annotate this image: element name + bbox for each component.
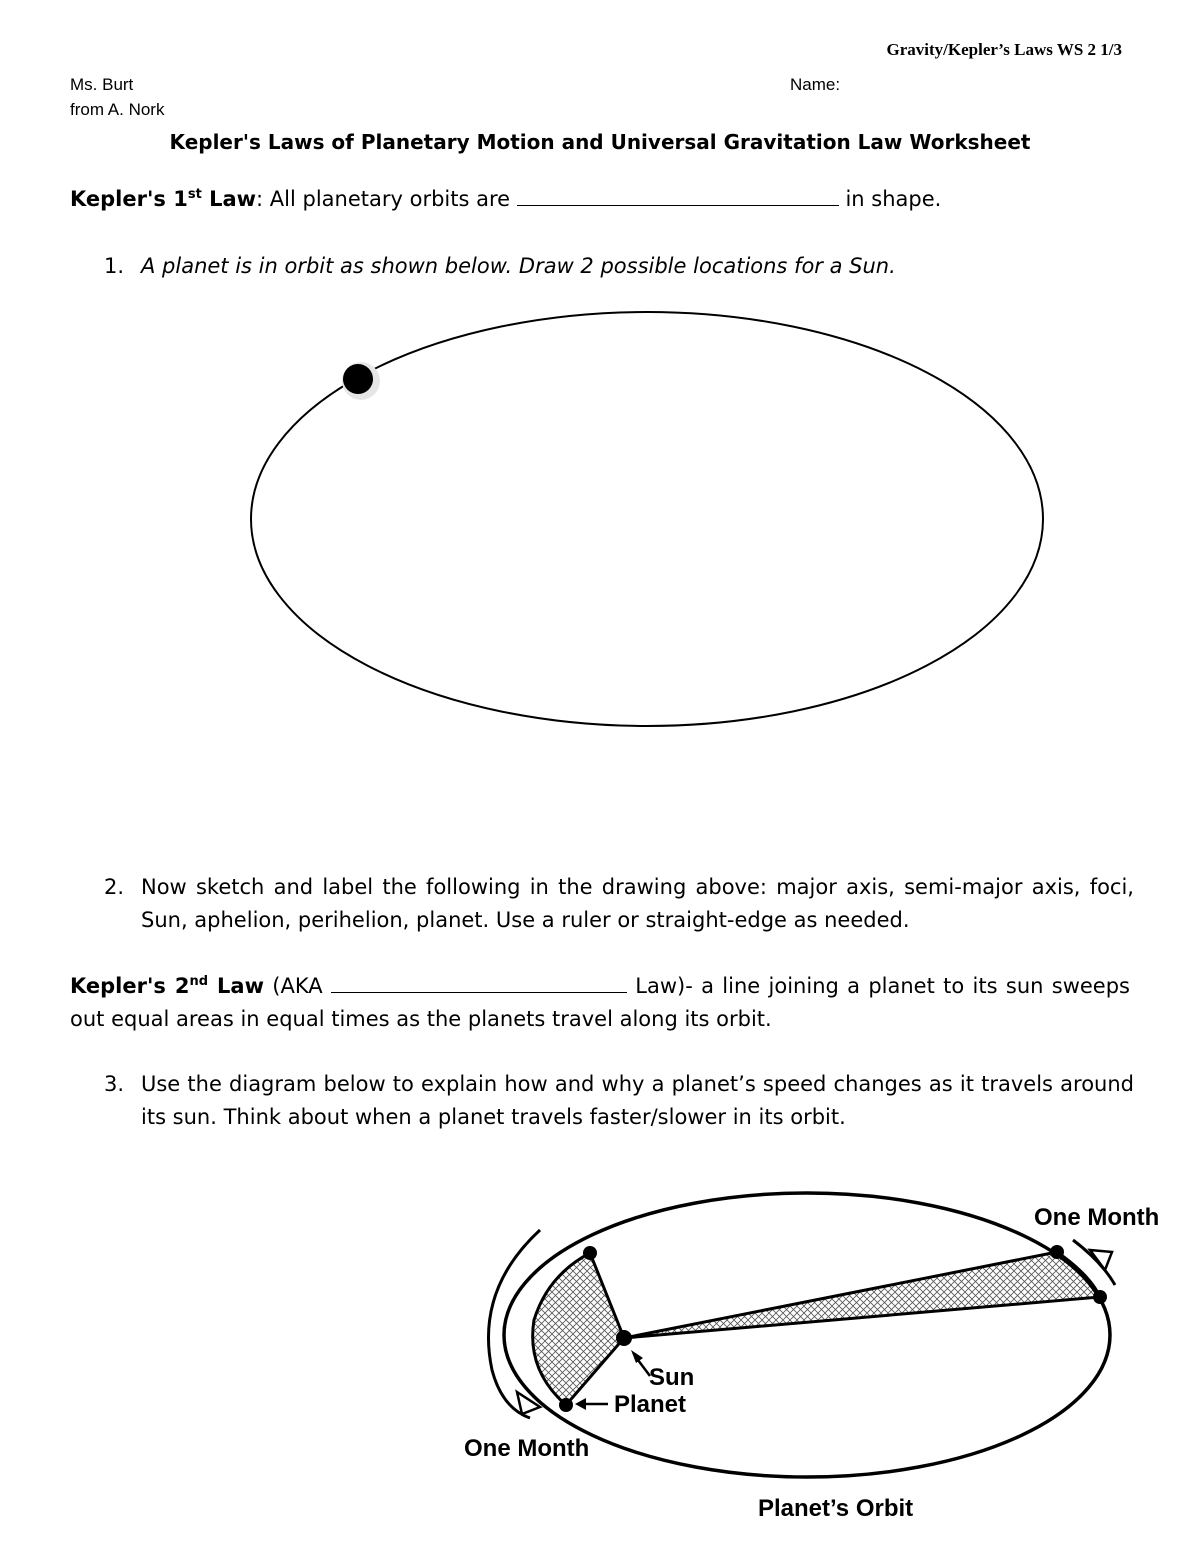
law2-answer-blank[interactable] [331,971,627,993]
planet-point [559,1398,573,1412]
running-head: Gravity/Kepler’s Laws WS 2 1/3 [886,40,1122,59]
label-planets-orbit: Planet’s Orbit [758,1495,914,1522]
label-sun: Sun [649,1364,695,1391]
planet-dot [343,364,373,394]
teacher-name: Ms. Burt [70,75,134,94]
source-credit: from A. Nork [70,100,165,119]
swept-area-perihelion [533,1253,624,1405]
question-2-number: 2. [104,875,125,899]
orbit-point-upper-right [1050,1245,1064,1259]
question-3-text: Use the diagram below to explain how and why a planet’s speed changes as it travels around its sun. Think about when a planet travels faster/slower in its orbit. [141,1072,1134,1129]
law2-statement [70,970,1130,1036]
worksheet-title: Kepler's Laws of Planetary Motion and Universal Gravitation Law Worksheet [169,130,1031,154]
law2-label: Kepler's 2nd Law [70,974,264,998]
orbit-point-right [1093,1290,1107,1304]
question-1-text: A planet is in orbit as shown below. Draw 2 possible locations for a Sun. [141,254,896,278]
question-2-text: Now sketch and label the following in the drawing above: major axis, semi-major axis, foci, Sun, aphelion, perihelion, planet. Use a ruler or straight-edge as needed. [141,875,1134,932]
orbit-drawing-area[interactable] [0,0,1200,760]
motion-arrowhead-left-icon [517,1392,540,1414]
label-one-month-bottom: One Month [464,1435,590,1462]
planet-arrowhead-icon [575,1398,586,1410]
sun-arrowhead-icon [631,1350,643,1363]
law2-text: Law)- a line joining a planet to its sun sweeps out equal areas in equal times as the planets travel along its orbit. [70,974,1131,1031]
equal-areas-diagram [440,1180,1200,1550]
label-planet: Planet [614,1391,687,1418]
question-2 [104,871,1134,937]
question-3 [104,1068,1134,1134]
sun-point [616,1330,632,1346]
law2-aka: (AKA [272,974,323,998]
swept-area-aphelion [624,1252,1100,1338]
question-1-number: 1. [104,254,125,278]
name-label: Name: [790,75,841,94]
question-3-number: 3. [104,1072,125,1096]
orbit-point-upper-left [583,1246,597,1260]
label-one-month-top: One Month [1034,1204,1160,1231]
law1-label: Kepler's 1st Law [70,187,257,211]
law1-text: : All planetary orbits are [256,187,511,211]
law1-text-end: in shape. [845,187,942,211]
